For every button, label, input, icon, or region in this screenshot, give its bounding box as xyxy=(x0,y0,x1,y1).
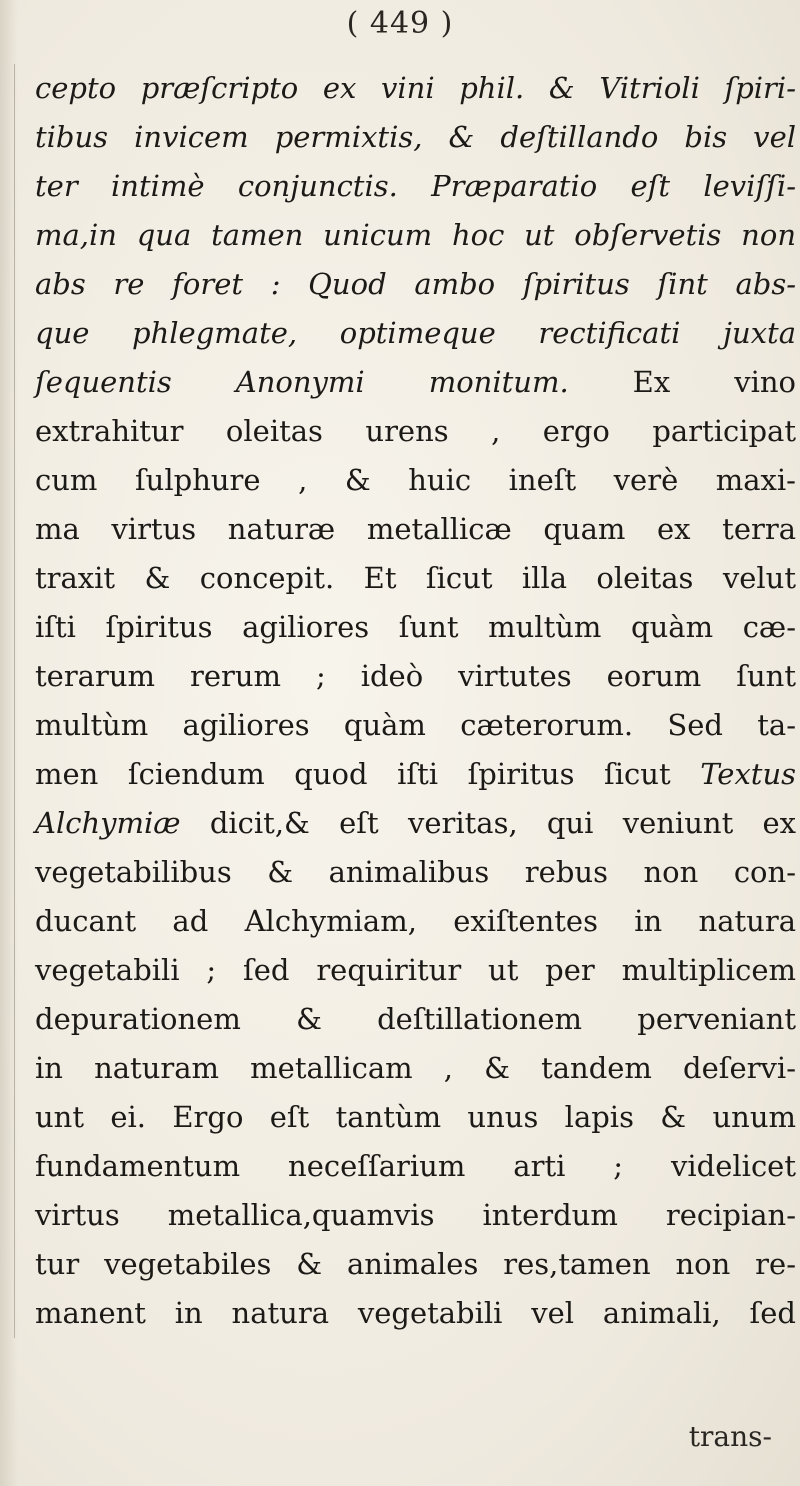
text-line: ter intimè conjunctis. Præparatio eſt leviſſi- xyxy=(14,162,796,211)
text-line: que phlegmate, optimeque rectificati juxta xyxy=(14,309,796,358)
text-line: extrahitur oleitas urens , ergo participat xyxy=(14,407,796,456)
text-line: ma virtus naturæ metallicæ quam ex terra xyxy=(14,505,796,554)
text-line: traxit & concepit. Et ſicut illa oleitas velut xyxy=(14,554,796,603)
text-line: abs re foret : Quod ambo ſpiritus ſint abs- xyxy=(14,260,796,309)
text-line: manent in natura vegetabili vel animali, ſed xyxy=(14,1289,796,1338)
text-fragment: Ex vino xyxy=(632,365,796,399)
text-line: fundamentum neceſſarium arti ; videlicet xyxy=(14,1142,796,1191)
text-line: virtus metallica,quamvis interdum recipian- xyxy=(14,1191,796,1240)
text-line: cum ſulphure , & huic ineſt verè maxi- xyxy=(14,456,796,505)
text-line: iſti ſpiritus agiliores ſunt multùm quàm cæ- xyxy=(14,603,796,652)
text-line: ma,in qua tamen unicum hoc ut obſervetis non xyxy=(14,211,796,260)
catchword: trans- xyxy=(688,1420,772,1453)
text-fragment: Alchymiæ xyxy=(35,806,181,840)
text-line: cepto præſcripto ex vini phil. & Vitrioli ſpiri- xyxy=(14,64,796,113)
text-block xyxy=(14,64,796,1338)
text-fragment: ſequentis Anonymi monitum. xyxy=(35,365,569,399)
text-line xyxy=(14,750,796,799)
text-fragment: dicit,& eſt veritas, qui veniunt ex xyxy=(209,806,796,840)
text-line: ducant ad Alchymiam, exiſtentes in natura xyxy=(14,897,796,946)
text-line: unt ei. Ergo eſt tantùm unus lapis & unum xyxy=(14,1093,796,1142)
page-number: ( 449 ) xyxy=(346,6,454,41)
text-line: vegetabili ; ſed requiritur ut per multiplicem xyxy=(14,946,796,995)
text-fragment: Textus xyxy=(700,757,796,791)
text-line: vegetabilibus & animalibus rebus non con- xyxy=(14,848,796,897)
text-line xyxy=(14,358,796,407)
text-line xyxy=(14,799,796,848)
text-line: tibus invicem permixtis, & deſtillando bis vel xyxy=(14,113,796,162)
text-line: in naturam metallicam , & tandem deſervi- xyxy=(14,1044,796,1093)
text-line: depurationem & deſtillationem perveniant xyxy=(14,995,796,1044)
text-line: tur vegetabiles & animales res,tamen non re- xyxy=(14,1240,796,1289)
text-line: multùm agiliores quàm cæterorum. Sed ta- xyxy=(14,701,796,750)
text-fragment: men ſciendum quod iſti ſpiritus ſicut xyxy=(35,757,671,791)
text-line: terarum rerum ; ideò virtutes eorum ſunt xyxy=(14,652,796,701)
